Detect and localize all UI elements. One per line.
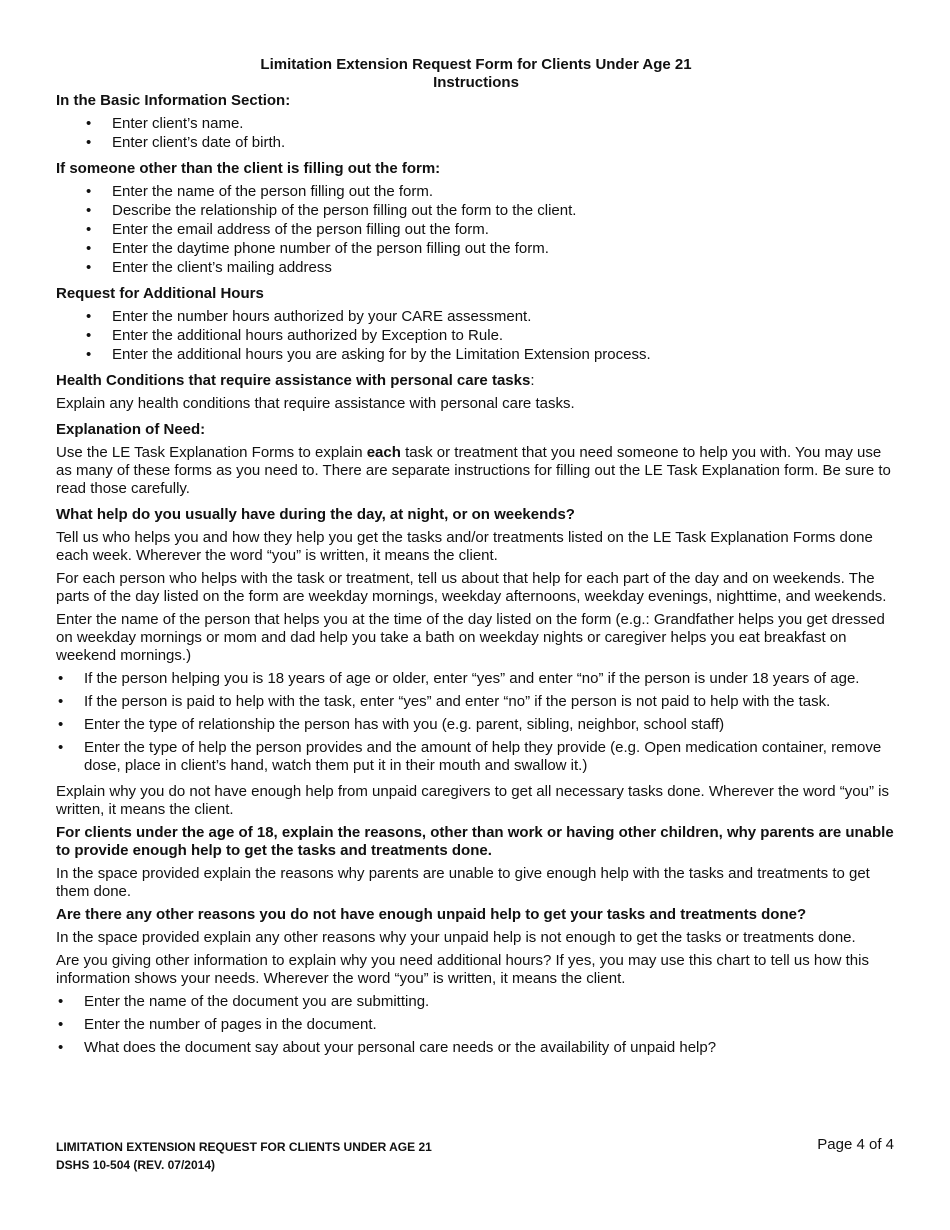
other-reasons-paragraph: Are you giving other information to explain why you need additional hours? If yes, you may use this chart to tell us how this information shows your needs. Wherever the word “you” is written, it means the client. — [56, 952, 869, 987]
list-item: • If the person helping you is 18 years of age or older, enter “yes” and enter “no” if the person is under 18 years of age. — [56, 670, 896, 688]
list-item: • If the person is paid to help with the task, enter “yes” and enter “no” if the person is not paid to help with the task. — [56, 693, 896, 711]
list-item: • Enter client’s name. — [56, 115, 896, 133]
list-item: • Enter the type of relationship the person has with you (e.g. parent, sibling, neighbor, school staff) — [56, 716, 896, 734]
additional-hours-list — [56, 308, 896, 364]
need-text-part: task or treatment that you need someone to help you with. You may use as many of these forms as you need to. There are separate instructions for filling out the LE Task Explanation form. Be sure to read those carefully. — [56, 444, 891, 497]
need-text-part: Use the LE Task Explanation Forms to explain — [56, 444, 367, 461]
list-item: • Enter the name of the person filling out the form. — [56, 183, 896, 201]
additional-hours-heading: Request for Additional Hours — [56, 285, 264, 302]
list-item: • What does the document say about your personal care needs or the availability of unpaid help? — [56, 1039, 896, 1057]
usual-help-heading: What help do you usually have during the day, at night, or on weekends? — [56, 506, 575, 523]
other-filler-list — [56, 183, 896, 277]
basic-info-heading: In the Basic Information Section: — [56, 92, 291, 109]
explanation-of-need-heading: Explanation of Need: — [56, 421, 206, 438]
page-footer — [56, 1138, 894, 1174]
basic-info-list — [56, 115, 896, 152]
list-item: • Enter the number of pages in the document. — [56, 1016, 896, 1034]
footer-form-title: LIMITATION EXTENSION REQUEST FOR CLIENTS UNDER AGE 21 — [56, 1140, 432, 1154]
health-heading-text: Health Conditions that require assistance with personal care tasks — [56, 372, 531, 389]
other-reasons-heading: Are there any other reasons you do not have enough unpaid help to get your tasks and treatments done? — [56, 906, 807, 923]
list-item: • Enter the name of the document you are submitting. — [56, 993, 896, 1011]
usual-help-list — [56, 670, 896, 775]
health-conditions-text: Explain any health conditions that require assistance with personal care tasks. — [56, 395, 575, 412]
page-number: Page 4 of 4 — [817, 1136, 894, 1153]
other-reasons-paragraph: In the space provided explain any other reasons why your unpaid help is not enough to get the tasks or treatments done. — [56, 929, 856, 946]
document-title — [56, 56, 896, 92]
under-18-heading: For clients under the age of 18, explain the reasons, other than work or having other children, why parents are unable to provide enough help to get the tasks and treatments done. — [56, 824, 894, 859]
other-reasons-list — [56, 993, 896, 1057]
list-item: • Enter the client’s mailing address — [56, 259, 896, 277]
title-line-2: Instructions — [433, 74, 519, 91]
document-page — [56, 56, 896, 1065]
list-item: • Enter the number hours authorized by your CARE assessment. — [56, 308, 896, 326]
other-filler-heading: If someone other than the client is filling out the form: — [56, 160, 441, 177]
list-item: • Describe the relationship of the person filling out the form to the client. — [56, 202, 896, 220]
list-item: • Enter the type of help the person provides and the amount of help they provide (e.g. Open medication container, remove dose, place in client’s hand, watch them put it in their mouth and swallow it.) — [56, 739, 896, 775]
usual-help-paragraph: For each person who helps with the task or treatment, tell us about that help for each part of the day and on weekends. The parts of the day listed on the form are weekday mornings, weekday afternoons, weekday evenings, nighttime, and weekends. — [56, 570, 887, 605]
list-item: • Enter client’s date of birth. — [56, 134, 896, 152]
title-line-1: Limitation Extension Request Form for Clients Under Age 21 — [260, 56, 692, 73]
list-item: • Enter the email address of the person filling out the form. — [56, 221, 896, 239]
usual-help-paragraph: Enter the name of the person that helps you at the time of the day listed on the form (e.g.: Grandfather helps you get dressed on weekday mornings or mom and dad help you take a bath on weekday nights or caregiver helps you eat breakfast on weekend mornings.) — [56, 611, 885, 664]
under-18-text: In the space provided explain the reasons why parents are unable to give enough help with the tasks and treatments to get them done. — [56, 865, 870, 900]
footer-form-number: DSHS 10-504 (REV. 07/2014) — [56, 1158, 215, 1172]
health-heading-colon: : — [530, 372, 535, 389]
explanation-of-need-text — [56, 444, 896, 498]
list-item: • Enter the additional hours authorized by Exception to Rule. — [56, 327, 896, 345]
list-item: • Enter the additional hours you are asking for by the Limitation Extension process. — [56, 346, 896, 364]
need-text-bold: each — [366, 444, 401, 461]
usual-help-paragraph: Tell us who helps you and how they help you get the tasks and/or treatments listed on the LE Task Explanation Forms done each week. Wherever the word “you” is written, it means the client. — [56, 529, 873, 564]
health-conditions-heading — [56, 372, 896, 390]
usual-help-paragraph: Explain why you do not have enough help from unpaid caregivers to get all necessary tasks done. Wherever the word “you” is written, it means the client. — [56, 783, 889, 818]
list-item: • Enter the daytime phone number of the person filling out the form. — [56, 240, 896, 258]
